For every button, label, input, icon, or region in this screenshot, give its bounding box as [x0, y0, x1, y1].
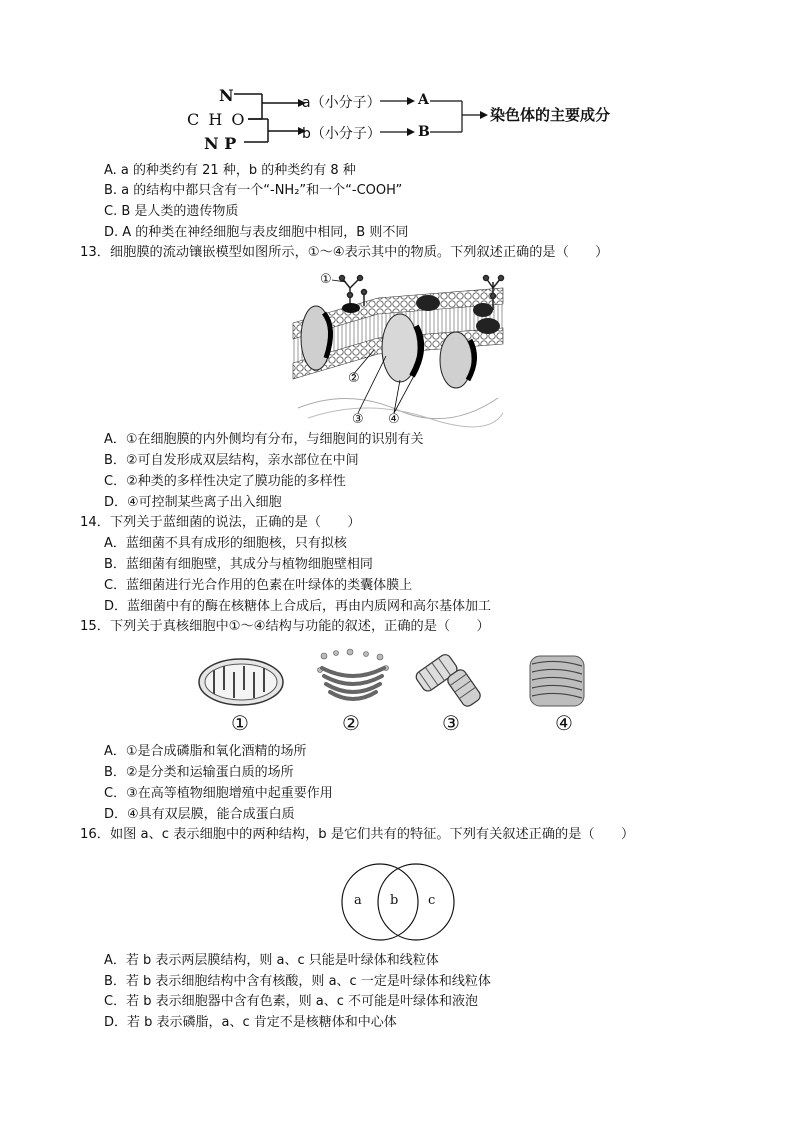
q13-option-d: D．④可控制某些离子出入细胞 — [104, 495, 282, 510]
organelle-label-1: ① — [231, 711, 249, 735]
q16-stem: 16．如图 a、c 表示细胞中的两种结构，b 是它们共有的特征。下列有关叙述正确的是（ ） — [80, 827, 635, 842]
membrane-label-1: ① — [320, 272, 332, 287]
membrane-label-4: ④ — [388, 412, 400, 427]
chromosome-components: 染色体的主要成分 — [490, 106, 611, 124]
a-small-molecule: a（小分子） — [302, 95, 381, 111]
organelle-label-2: ② — [342, 711, 360, 735]
q12-option-d: D. A 的种类在神经细胞与表皮细胞中相同，B 则不同 — [104, 225, 409, 240]
membrane-label-2: ② — [348, 371, 360, 386]
q15-stem: 15．下列关于真核细胞中①～④结构与功能的叙述，正确的是（ ） — [80, 619, 490, 634]
element-n: N — [219, 86, 234, 105]
q14-option-a: A．蓝细菌不具有成形的细胞核，只有拟核 — [104, 536, 347, 551]
b-small-molecule: b（小分子） — [302, 126, 381, 142]
q13-option-b: B．②可自发形成双层结构，亲水部位在中间 — [104, 453, 359, 468]
element-cho: C H O — [187, 110, 247, 129]
q16-option-a: A．若 b 表示两层膜结构，则 a、c 只能是叶绿体和线粒体 — [104, 953, 439, 968]
q12-option-c: C. B 是人类的遗传物质 — [104, 204, 239, 219]
element-np: N P — [204, 134, 237, 153]
macromolecule-a: A — [418, 92, 429, 108]
organelle-label-4: ④ — [555, 711, 573, 735]
organelle-label-3: ③ — [442, 711, 460, 735]
q13-stem: 13．细胞膜的流动镶嵌模型如图所示，①～④表示其中的物质。下列叙述正确的是（ ） — [80, 245, 609, 260]
q15-option-b: B．②是分类和运输蛋白质的场所 — [104, 765, 294, 780]
q14-option-c: C．蓝细菌进行光合作用的色素在叶绿体的类囊体膜上 — [104, 578, 413, 593]
venn-label-a: a — [354, 893, 362, 908]
q16-option-c: C．若 b 表示细胞器中含有色素，则 a、c 不可能是叶绿体和液泡 — [104, 994, 478, 1009]
q13-option-a: A．①在细胞膜的内外侧均有分布，与细胞间的识别有关 — [104, 432, 424, 447]
q12-option-a: A. a 的种类约有 21 种，b 的种类约有 8 种 — [104, 163, 356, 178]
q13-option-c: C．②种类的多样性决定了膜功能的多样性 — [104, 474, 346, 489]
q12-option-b: B. a 的结构中都只含有一个“-NH₂”和一个“-COOH” — [104, 183, 403, 198]
q16-option-b: B．若 b 表示细胞结构中含有核酸，则 a、c 一定是叶绿体和线粒体 — [104, 974, 491, 989]
q14-stem: 14．下列关于蓝细菌的说法，正确的是（ ） — [80, 515, 361, 530]
q14-option-d: D．蓝细菌中有的酶在核糖体上合成后，再由内质网和高尔基体加工 — [104, 599, 492, 614]
q14-option-b: B．蓝细菌有细胞壁，其成分与植物细胞壁相同 — [104, 557, 373, 572]
centriole-image — [408, 650, 488, 708]
q15-option-c: C．③在高等植物细胞增殖中起重要作用 — [104, 786, 333, 801]
cell-membrane-figure — [288, 268, 508, 428]
mitochondrion-image — [196, 656, 286, 708]
golgi-apparatus-image — [314, 648, 392, 710]
membrane-label-3: ③ — [352, 412, 364, 427]
q15-option-d: D．④具有双层膜，能合成蛋白质 — [104, 807, 295, 822]
q15-option-a: A．①是合成磷脂和氧化酒精的场所 — [104, 744, 307, 759]
endoplasmic-reticulum-image — [528, 654, 586, 708]
q16-option-d: D．若 b 表示磷脂，a、c 肯定不是核糖体和中心体 — [104, 1015, 397, 1030]
macromolecule-b: B — [418, 124, 430, 140]
venn-label-b: b — [390, 893, 399, 908]
venn-label-c: c — [428, 893, 436, 908]
